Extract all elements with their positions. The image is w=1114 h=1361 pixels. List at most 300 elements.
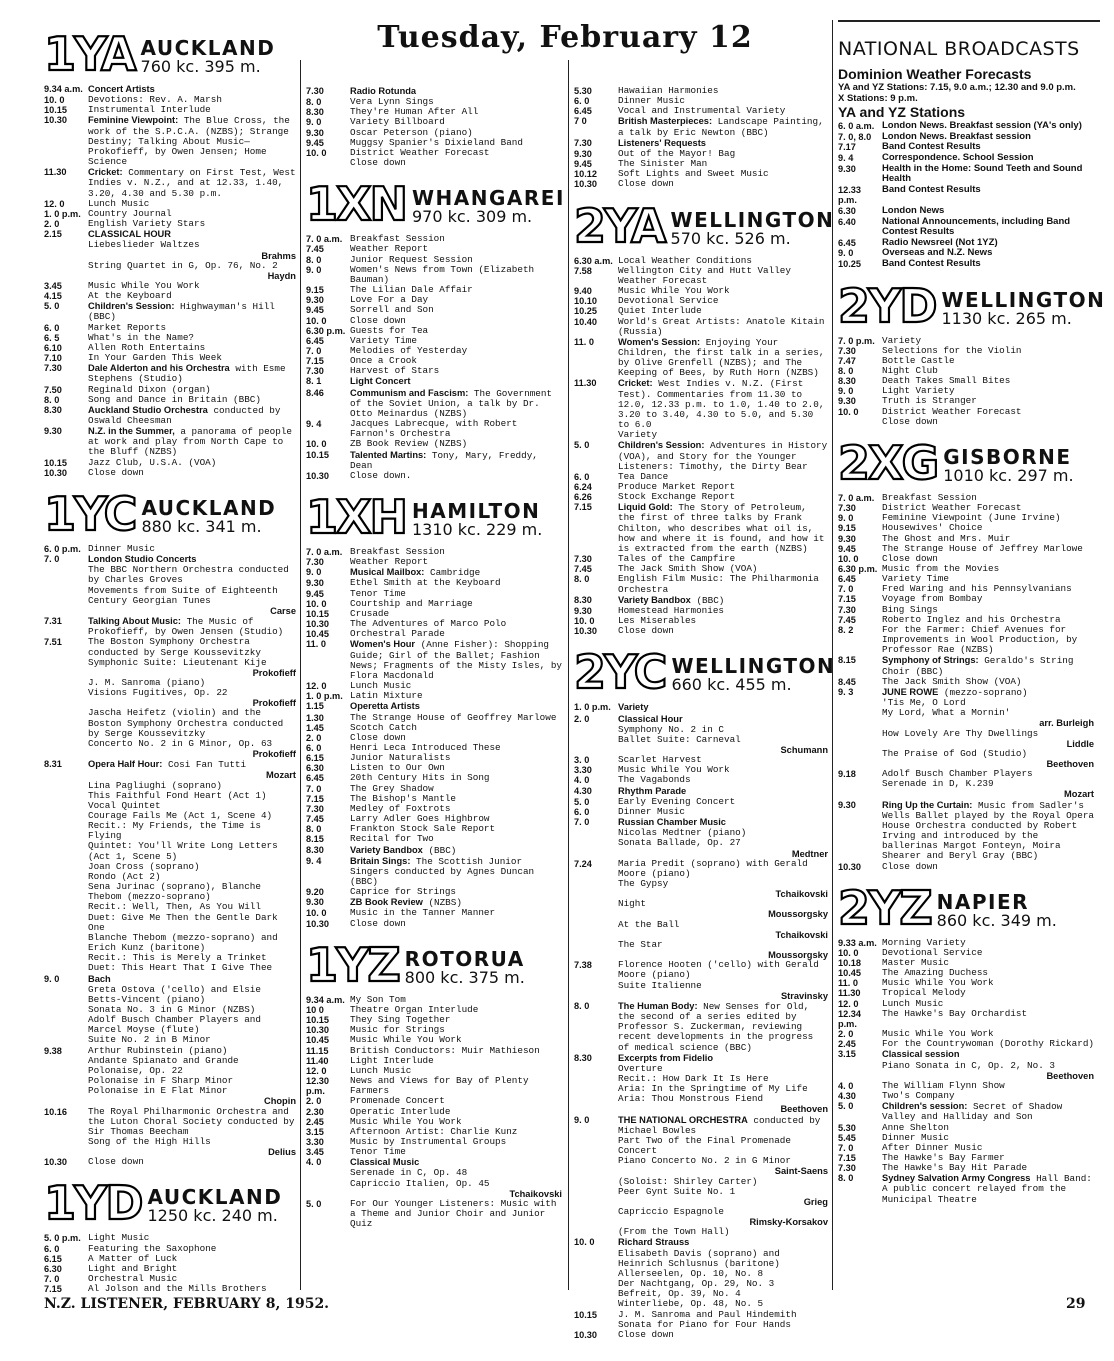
programme-time: 10. 0 <box>838 406 859 417</box>
programme-description: What's in the Name? <box>88 331 195 343</box>
programme-heading: Richard Strauss <box>618 1237 690 1248</box>
composer: Prokofieff <box>252 749 296 760</box>
programme-time: 6.30 p.m. <box>306 325 346 336</box>
programme-description: The William Flynn Show <box>882 1079 1005 1091</box>
detail-text: My Lord, What a Mornin' <box>882 707 1011 719</box>
programme-description: Latin Mixture <box>350 690 423 702</box>
composer: Mozart <box>1064 789 1094 800</box>
programme-detail <box>574 920 828 930</box>
programme-entry <box>574 179 828 189</box>
programme-time: 2. 0 <box>574 713 590 724</box>
programme-description: Music While You Work <box>88 279 200 291</box>
programme-time: 12. 0 <box>306 681 327 692</box>
programme-description: Close down <box>618 1328 674 1340</box>
station-callsign: 2YA <box>574 198 665 253</box>
composer: Stravinsky <box>780 990 828 1001</box>
programme-entry <box>306 557 562 567</box>
programme-entry <box>44 544 296 554</box>
programme-time: 2.45 <box>306 1116 324 1127</box>
programme-description: Country Journal <box>88 207 172 219</box>
detail-text: Aria: Thou Monstrous Fiend <box>618 1093 764 1105</box>
programme-time: 7.50 <box>44 384 62 395</box>
detail-text: Duet: This Heart That I Give Thee <box>88 962 273 974</box>
programme-time: 6.45 <box>838 574 856 585</box>
programme-description: Afternoon Artist: Charlie Kunz <box>350 1125 518 1137</box>
programme-time: 1.45 <box>306 722 324 733</box>
programme-text <box>618 1115 828 1136</box>
programme-heading: Children's session: <box>882 1101 968 1112</box>
entry-time: 10.25 <box>838 258 861 269</box>
programme-time: 6. 0 <box>306 742 322 753</box>
programme-description: (BBC) <box>696 594 725 606</box>
programme-time: 9. 4 <box>306 855 322 866</box>
programme-description: The Strange House of Geoffrey Marlowe <box>350 711 557 723</box>
detail-text: Sonata No. 3 in G Minor (NZBS) <box>88 1003 256 1015</box>
programme-time: 9.34 a.m. <box>44 84 83 94</box>
programme-time: 3.15 <box>838 1049 856 1060</box>
programme-description: Close down <box>618 178 674 190</box>
programme-detail <box>44 261 296 271</box>
programme-time: 6.10 <box>44 342 62 353</box>
station-info <box>141 38 276 76</box>
programme-time: 5. 0 <box>306 1198 322 1209</box>
programme-text <box>88 468 296 478</box>
programme-entry <box>306 471 562 481</box>
programme-entry <box>838 1091 1094 1101</box>
programme-time: 8.30 <box>306 107 324 118</box>
programme-heading: British Masterpieces: <box>618 116 713 127</box>
programme-time: 6. 0 <box>574 471 590 482</box>
programme-description: J. M. Sanroma and Paul Hindemith <box>618 1308 797 1320</box>
programme-time: 7 0 <box>574 116 587 127</box>
programme-time: 5. 0 <box>44 301 60 312</box>
detail-text: Serenade in C, Op. 48 <box>350 1167 468 1179</box>
programme-text <box>882 1039 1094 1049</box>
detail-text: Liebeslieder Waltzes <box>88 239 200 251</box>
station-city: WELLINGTON <box>670 207 835 232</box>
station-info <box>936 889 1057 930</box>
station-frequency: 1310 kc. 229 m. <box>411 520 543 539</box>
programme-time: 3. 0 <box>574 755 590 766</box>
programme-time: 8. 0 <box>574 1000 590 1011</box>
programme-text <box>882 1101 1094 1122</box>
programme-entry <box>306 773 562 783</box>
programme-text <box>350 845 562 856</box>
station-city: GISBORNE <box>943 444 1072 469</box>
programme-time: 6.26 <box>574 492 592 503</box>
programme-time: 6. 0 p.m. <box>44 543 81 554</box>
station-city: ROTORUA <box>404 946 525 971</box>
programme-entry <box>838 677 1094 687</box>
programme-time: 10. 0 <box>574 1237 595 1248</box>
programme-description: After Dinner Music <box>882 1141 983 1153</box>
programme-heading: Musical Mailbox: <box>350 567 425 578</box>
programme-entry <box>306 376 562 387</box>
programme-time: 10.10 <box>574 296 597 307</box>
programme-text <box>618 179 828 189</box>
entry-text: London News. Breakfast session <box>882 130 1031 142</box>
programme-text <box>882 1173 1094 1204</box>
composer: Delius <box>268 1147 296 1158</box>
programme-time: 9.15 <box>306 285 324 296</box>
programme-time: 7.58 <box>574 265 592 276</box>
programme-time: 9.30 <box>838 799 856 810</box>
station-city: AUCKLAND <box>147 1185 283 1210</box>
programme-description: The Music of Prokofieff, by Owen Jensen (Studio) <box>88 616 284 638</box>
programme-text <box>88 105 296 115</box>
programme-detail <box>838 749 1094 759</box>
station-info <box>671 656 835 694</box>
programme-description: Close down. <box>350 469 412 481</box>
programme-entry <box>306 1147 562 1157</box>
programme-text <box>882 1163 1094 1173</box>
programme-entry <box>44 291 296 301</box>
programme-text <box>350 439 562 449</box>
programme-description: Geraldo's String Choir (BBC) <box>882 655 1074 677</box>
programme-time: 8.31 <box>44 759 62 770</box>
programme-description: Wellington City and Hutt Valley Weather Forecast <box>618 264 791 286</box>
programme-description: Junior Request Session <box>350 253 473 265</box>
programme-entry <box>44 637 296 657</box>
programme-description: Tony, Mary, Freddy, Dean <box>350 449 538 471</box>
programme-time: 12. 0 <box>306 1065 327 1076</box>
programme-entry <box>306 919 562 929</box>
programme-heading: Liquid Gold: <box>618 502 673 513</box>
programme-description: Stock Exchange Report <box>618 491 736 503</box>
programme-time: 6.45 <box>574 106 592 117</box>
programme-time: 10. 0 <box>44 95 65 106</box>
programme-time: 8. 0 <box>306 254 322 265</box>
programme-entry <box>306 366 562 376</box>
programme-heading: Classical session <box>882 1049 960 1060</box>
station-header <box>574 196 835 253</box>
programme-entry <box>574 1330 828 1340</box>
programme-time: 2.45 <box>838 1039 856 1050</box>
programme-heading: N.Z. in the Summer, <box>88 426 175 437</box>
programme-time: 8.30 <box>574 594 592 605</box>
entry-time: 7. 0, 8.0 <box>838 131 872 142</box>
programme-text <box>350 366 562 376</box>
station-callsign: 2YD <box>838 278 936 333</box>
programme-description: Close down <box>88 466 144 478</box>
programme-description: 20th Century Hits in Song <box>350 772 490 784</box>
programme-description: For the Farmer: Chief Avenues for Improvements in Wool Production, by Professor Rae (NZBS) <box>882 623 1078 656</box>
composer: Tchaikovski <box>775 929 828 940</box>
composer: Haydn <box>267 270 296 281</box>
programme-heading: Concert Artists <box>88 84 155 94</box>
programme-time: 10.40 <box>574 316 597 327</box>
programme-description: Adventures in History (VOA), and Story for the Younger Listeners: Timothy, the Dirty Bear <box>618 440 828 472</box>
composer: Carse <box>270 605 296 616</box>
programme-text <box>350 887 562 897</box>
programme-description: Scotch Catch <box>350 721 417 733</box>
programme-text <box>618 502 828 554</box>
programme-text <box>88 544 296 554</box>
programme-description: Truth is Stranger <box>882 395 977 407</box>
programme-time: 9.45 <box>306 305 324 316</box>
composer: Mozart <box>266 770 296 781</box>
detail-text: Symphony No. 2 in C <box>618 723 725 735</box>
programme-description: News and Views for Bay of Plenty Farmers <box>350 1075 529 1097</box>
programme-description: The Jack Smith Show (VOA) <box>882 675 1022 687</box>
programme-description: Music While You Work <box>350 1034 462 1046</box>
programme-description: Jacques Labrecque, with Robert Farnon's Orchestra <box>350 418 518 440</box>
programme-description: Music for Strings <box>350 1024 445 1036</box>
programme-description: a panorama of people at work and play from North Cape to the Bluff (NZBS) <box>88 426 292 458</box>
programme-entry <box>306 845 562 856</box>
programme-description: Medley of Foxtrots <box>350 802 451 814</box>
programme-description: Ethel Smith at the Keyboard <box>350 577 501 589</box>
programme-time: 12. 0 <box>44 198 65 209</box>
programme-time: 2. 0 <box>838 1029 854 1040</box>
programme-text <box>350 450 562 471</box>
detail-text: Der Nachtgang, Op. 29, No. 3 <box>618 1278 775 1290</box>
composer: Prokofieff <box>252 698 296 709</box>
programme-entry <box>838 564 1094 574</box>
programme-text <box>618 1001 828 1053</box>
station-header <box>44 24 296 81</box>
programme-entry <box>306 346 562 356</box>
detail-text: The Praise of God (Studio) <box>882 747 1028 759</box>
programme-time: 9.30 <box>306 127 324 138</box>
composer: Brahms <box>261 250 296 261</box>
programme-description: Muggsy Spanier's Dixieland Band <box>350 136 523 148</box>
programme-text <box>350 639 562 681</box>
programme-entry <box>306 887 562 897</box>
entry-time: 6.40 <box>838 216 856 227</box>
detail-text: Movements from Suite of Eighteenth Century Georgian Tunes <box>88 584 278 606</box>
programme-entry <box>838 356 1094 366</box>
programme-description: Devotional Service <box>618 295 719 307</box>
programme-detail <box>44 913 296 933</box>
programme-text <box>618 492 828 502</box>
programme-description: For the Countrywoman (Dorothy Rickard) <box>882 1038 1095 1050</box>
programme-time: 7.47 <box>838 355 856 366</box>
programme-time: 8.45 <box>838 676 856 687</box>
station-info <box>943 444 1074 485</box>
programme-heading: Operetta Artists <box>350 701 420 712</box>
programme-time: 2.30 <box>306 1106 324 1117</box>
programme-description: Music from the Movies <box>882 563 1000 574</box>
programme-description: The Blue Cross, the work of the S.P.C.A. (NZBS); Strange Destiny; Talking About Music—Prokofieff, by Owen Jensen; Home Science <box>88 115 290 168</box>
programme-description: Listen to Our Own <box>350 762 445 774</box>
programme-entry <box>306 723 562 733</box>
programme-detail <box>574 981 828 991</box>
programme-time: 7. 0 <box>44 554 60 565</box>
programme-heading: Children's Session: <box>88 301 175 312</box>
programme-description: Larry Adler Goes Highbrow <box>350 813 490 825</box>
programme-description: Selections for the Violin <box>882 344 1022 356</box>
entry-text: National Announcements, including Band Contest Results <box>882 215 1071 238</box>
programme-entry <box>838 948 1094 958</box>
programme-time: 11.30 <box>838 988 861 999</box>
programme-detail <box>574 1094 828 1104</box>
programme-description: Dinner Music <box>88 542 155 554</box>
schedule-column-4 <box>838 24 1106 1205</box>
station-header <box>574 642 836 700</box>
programme-text <box>88 1284 296 1294</box>
programme-description: Bottle Castle <box>882 354 955 366</box>
programme-description: Music While You Work <box>882 1028 994 1040</box>
programme-description: Cosi Fan Tutti <box>167 759 247 771</box>
detail-text: Variety <box>618 429 658 441</box>
programme-entry <box>306 1076 562 1096</box>
programme-description: The Hawke's Bay Farmer <box>882 1151 1005 1163</box>
programme-description: Devotional Service <box>882 946 983 958</box>
programme-detail <box>574 1227 828 1237</box>
programme-description: The Scottish Junior Singers conducted by Agnes Duncan (BBC) <box>350 855 535 887</box>
programme-heading: Classical Hour <box>618 713 683 724</box>
detail-text: Befreit, Op. 39, No. 4 <box>618 1288 741 1300</box>
publication-footer: N.Z. LISTENER, FEBRUARY 8, 1952. <box>44 1296 330 1312</box>
programme-entry <box>838 625 1094 655</box>
programme-time: 7.30 <box>574 554 592 565</box>
programme-text <box>350 1147 562 1157</box>
programme-detail <box>574 1249 828 1269</box>
programme-heading: Sydney Salvation Army Congress <box>882 1173 1031 1184</box>
programme-text <box>88 1157 296 1167</box>
programme-text <box>882 1009 1094 1029</box>
programme-time: 10.15 <box>574 1309 597 1320</box>
programme-time: 1. 0 p.m. <box>574 702 611 713</box>
programme-description: The Lilian Dale Affair <box>350 284 473 296</box>
programme-description: Light and Bright <box>88 1262 178 1274</box>
programme-time: 10. 0 <box>306 908 327 919</box>
programme-entry <box>306 265 562 285</box>
detail-text: 'Tis Me, O Lord <box>882 697 966 709</box>
programme-entry <box>306 681 562 691</box>
programme-time: 10.45 <box>838 968 861 979</box>
programme-detail <box>44 1015 296 1035</box>
programme-time: 7.15 <box>306 356 324 367</box>
station-callsign: 1YZ <box>306 937 399 992</box>
programme-time: 7.10 <box>44 353 62 364</box>
programme-text <box>350 388 562 419</box>
programme-time: 11.30 <box>574 378 597 389</box>
programme-description: Arthur Rubinstein (piano) <box>88 1044 228 1056</box>
programme-description: Local Weather Conditions <box>618 254 752 266</box>
station-city: HAMILTON <box>411 499 541 523</box>
programme-entry <box>838 1173 1094 1204</box>
programme-entry <box>44 353 296 363</box>
programme-description: Fred Waring and his Pennsylvanians <box>882 583 1072 595</box>
programme-time: 7.15 <box>838 594 856 605</box>
detail-text: Vocal Quintet <box>88 799 161 811</box>
entry-text: Band Contest Results <box>882 183 981 195</box>
programme-time: 7.15 <box>574 502 592 513</box>
programme-time: 10.45 <box>306 1035 329 1046</box>
schedule-column-1 <box>44 18 296 1294</box>
programme-time: 10. 0 <box>306 315 327 326</box>
programme-heading: The Human Body: <box>618 1000 698 1011</box>
programme-entry <box>838 594 1094 604</box>
programme-description: Music While You Work <box>882 977 994 989</box>
programme-time: 7.30 <box>838 503 856 514</box>
programme-text <box>88 301 296 322</box>
detail-text: The Star <box>618 938 663 950</box>
programme-description: Produce Market Report <box>618 481 736 492</box>
programme-entry <box>44 616 296 637</box>
programme-entry <box>574 106 828 116</box>
programme-time: 6.15 <box>306 753 324 764</box>
programme-time: 4.30 <box>838 1091 856 1102</box>
programme-description: Enjoying Your Children, the first talk in a series, by Olive Grenfell (NZBS); and The Keeping of Bees, by Ruth Horn (NZBS) <box>618 336 825 379</box>
programme-heading: Classical Music <box>350 1157 420 1168</box>
programme-description: The Grey Shadow <box>350 782 434 794</box>
programme-entry <box>44 426 296 457</box>
detail-text: The BBC Northern Orchestra conducted by Charles Groves <box>88 564 289 586</box>
programme-heading: Light Concert <box>350 376 411 387</box>
programme-description: Vera Lynn Sings <box>350 96 434 108</box>
programme-description: with Esme Stephens (Studio) <box>88 363 286 385</box>
programme-time: 10.25 <box>574 306 597 317</box>
programme-time: 9. 4 <box>306 419 322 430</box>
programme-detail <box>44 1086 296 1096</box>
programme-entry <box>306 86 562 97</box>
programme-description: (mezzo-soprano) <box>943 686 1028 698</box>
programme-time: 8. 0 <box>306 97 322 108</box>
programme-entry <box>574 859 828 879</box>
programme-entry <box>44 301 296 322</box>
programme-entry <box>44 105 296 115</box>
programme-time: 10.30 <box>838 861 861 872</box>
programme-time: 10.45 <box>306 629 329 640</box>
programme-description: English Variety Stars <box>88 218 206 230</box>
programme-text <box>618 702 828 713</box>
broadcast-entry <box>838 206 1094 217</box>
programme-detail <box>306 1179 562 1189</box>
programme-entry <box>838 346 1094 356</box>
detail-text: Piano Concerto No. 2 in G Minor <box>618 1155 791 1167</box>
programme-text <box>88 167 296 198</box>
programme-description: Feminine Viewpoint (June Irvine) <box>882 512 1061 524</box>
programme-entry <box>574 574 828 594</box>
detail-text: Visions Fugitives, Op. 22 <box>88 687 228 699</box>
detail-text: Blanche Thebom (mezzo-soprano) and Erich Kunz (baritone) <box>88 931 278 954</box>
programme-entry <box>574 502 828 554</box>
programme-time: 6. 5 <box>44 332 60 343</box>
programme-time: 8. 0 <box>838 1173 854 1184</box>
detail-text: Andante Spianato and Grande Polonaise, Op. 22 <box>88 1054 239 1076</box>
composer: Schumann <box>780 744 828 755</box>
programme-time: 5.30 <box>838 1122 856 1133</box>
programme-entry <box>44 395 296 405</box>
programme-heading: Talking About Music: <box>88 616 181 627</box>
programme-heading: Women's Session: <box>618 336 701 347</box>
composer: Beethoven <box>1046 758 1094 769</box>
programme-time: 9.15 <box>838 523 856 534</box>
detail-text: At the Ball <box>618 918 680 930</box>
detail-text: Elisabeth Davis (soprano) and Heinrich Schlusnus (baritone) <box>618 1247 780 1269</box>
programme-time: 5.45 <box>838 1132 856 1143</box>
programme-heading: CLASSICAL HOUR <box>88 229 171 240</box>
programme-description: Close down <box>618 625 674 637</box>
programme-time: 6.45 <box>306 335 324 346</box>
station-callsign: 2XG <box>838 435 938 490</box>
entry-text: X Stations: 9 p.m. <box>838 92 918 104</box>
entry-time: 9.30 <box>838 163 856 174</box>
programme-description: Housewives' Choice <box>882 522 983 534</box>
entry-time: 9. 0 <box>838 248 854 259</box>
detail-text: Suite No. 2 in B Minor <box>88 1034 211 1046</box>
station-city: WELLINGTON <box>671 654 836 679</box>
programme-time: 10.12 <box>574 169 597 180</box>
programme-description: Out of the Mayor! Bag <box>618 147 736 159</box>
programme-time: 9. 0 <box>574 1114 590 1125</box>
programme-description: Quiet Interlude <box>618 305 702 317</box>
programme-description: (NZBS) <box>428 897 462 909</box>
detail-text: Sena Jurinac (soprano), Blanche Thebom (mezzo-soprano) <box>88 881 261 903</box>
